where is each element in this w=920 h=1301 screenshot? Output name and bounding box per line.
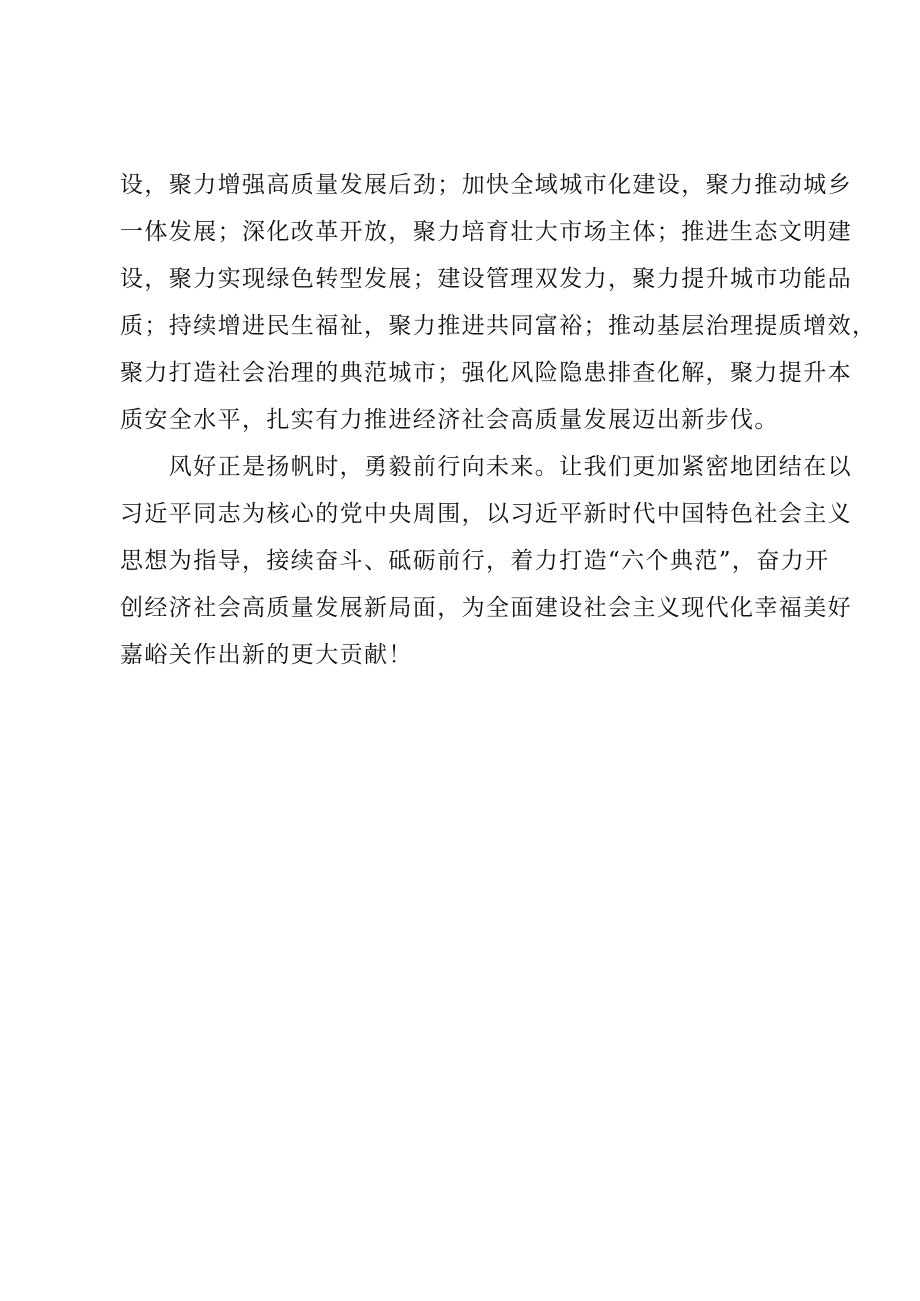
text-line: 习近平同志为核心的党中央周围，以习近平新时代中国特色社会主义 <box>120 501 852 527</box>
text-line: 思想为指导，接续奋斗、砥砺前行，着力打造“六个典范”，奋力开 <box>120 548 830 574</box>
text-line: 创经济社会高质量发展新局面，为全面建设社会主义现代化幸福美好 <box>120 595 852 621</box>
text-line: 嘉峪关作出新的更大贡献！ <box>120 642 413 668</box>
text-line: 聚力打造社会治理的典范城市；强化风险隐患排查化解，聚力提升本 <box>120 360 852 386</box>
text-line: 质安全水平，扎实有力推进经济社会高质量发展迈出新步伐。 <box>120 407 779 433</box>
text-line: 设，聚力增强高质量发展后劲；加快全域城市化建设，聚力推动城乡 <box>120 172 852 198</box>
text-line: 质；持续增进民生福祉，聚力推进共同富裕；推动基层治理提质增效， <box>120 313 877 339</box>
body-text <box>120 162 877 679</box>
text-line: 风好正是扬帆时，勇毅前行向未来。让我们更加紧密地团结在以 <box>120 454 852 480</box>
text-line: 一体发展；深化改革开放，聚力培育壮大市场主体；推进生态文明建 <box>120 219 852 245</box>
text-line: 设，聚力实现绿色转型发展；建设管理双发力，聚力提升城市功能品 <box>120 266 852 292</box>
